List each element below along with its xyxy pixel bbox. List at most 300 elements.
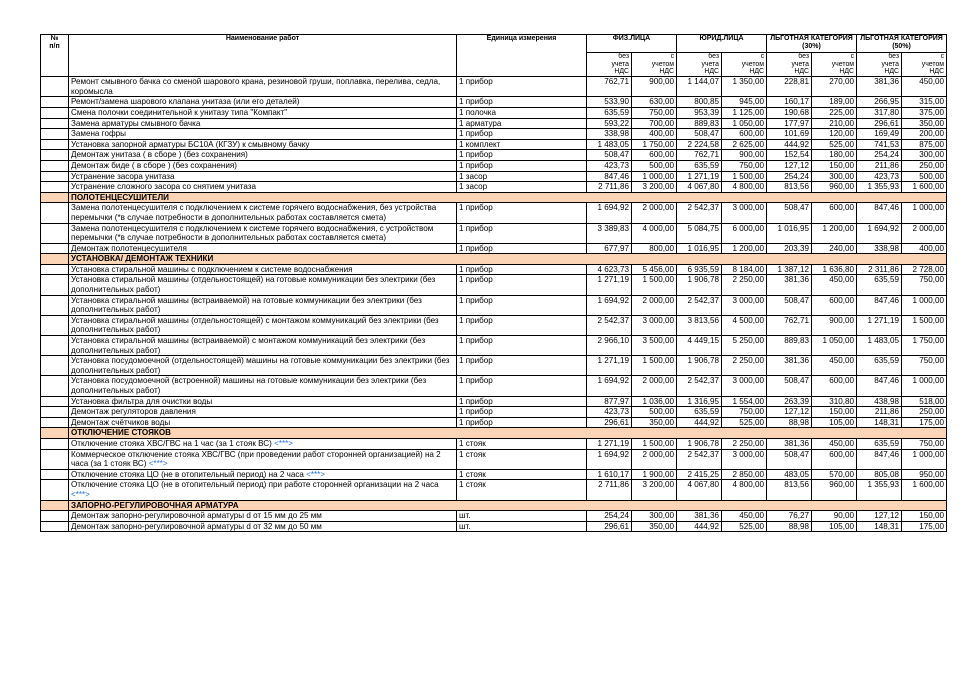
legal-price-vat: 750,00 [722, 407, 767, 418]
table-row [41, 97, 947, 108]
discount50-price-net: 211,86 [857, 160, 902, 171]
legal-price-vat: 750,00 [722, 160, 767, 171]
individual-price-vat: 500,00 [632, 407, 677, 418]
individual-price-net: 254,24 [587, 511, 632, 522]
discount30-price-net: 889,83 [767, 336, 812, 356]
work-name-cell [69, 171, 457, 182]
individual-price-vat: 1 500,00 [632, 356, 677, 376]
unit-cell: 1 прибор [457, 396, 587, 407]
legal-price-net: 1 906,78 [677, 275, 722, 295]
table-row [41, 521, 947, 532]
legal-price-net: 1 906,78 [677, 356, 722, 376]
discount30-price-vat: 300,00 [812, 171, 857, 182]
discount50-price-net: 847,46 [857, 203, 902, 223]
legal-price-vat: 600,00 [722, 129, 767, 140]
work-name: Демонтаж регуляторов давления [71, 407, 196, 417]
header-number: № п/п [41, 35, 69, 77]
header-group-discount-30: ЛЬГОТНАЯ КАТЕГОРИЯ (30%) [767, 35, 857, 53]
legal-price-net: 2 542,37 [677, 376, 722, 396]
individual-price-vat: 3 500,00 [632, 336, 677, 356]
row-number-cell [41, 511, 69, 522]
work-name-cell [69, 182, 457, 193]
unit-cell: 1 засор [457, 182, 587, 193]
unit-cell: 1 прибор [457, 376, 587, 396]
subheader-without-vat: без учета НДС [767, 52, 812, 76]
unit-cell: 1 стояк [457, 480, 587, 500]
legal-price-net: 444,92 [677, 521, 722, 532]
work-name-cell [69, 160, 457, 171]
legal-price-vat: 2 250,00 [722, 438, 767, 449]
legal-price-net: 635,59 [677, 407, 722, 418]
section-title: УСТАНОВКА/ ДЕМОНТАЖ ТЕХНИКИ [69, 254, 947, 265]
discount50-price-net: 2 311,86 [857, 264, 902, 275]
footnote-marker: <***> [274, 438, 294, 448]
individual-price-vat: 630,00 [632, 97, 677, 108]
individual-price-vat: 400,00 [632, 129, 677, 140]
row-number-cell [41, 107, 69, 118]
legal-price-vat: 1 200,00 [722, 243, 767, 254]
discount50-price-net: 1 355,93 [857, 480, 902, 500]
discount50-price-vat: 1 600,00 [902, 480, 947, 500]
legal-price-net: 381,36 [677, 511, 722, 522]
row-number-cell [41, 480, 69, 500]
discount50-price-vat: 1 500,00 [902, 315, 947, 335]
table-row [41, 315, 947, 335]
discount30-price-vat: 450,00 [812, 275, 857, 295]
discount30-price-net: 160,17 [767, 97, 812, 108]
discount30-price-net: 88,98 [767, 417, 812, 428]
discount50-price-vat: 250,00 [902, 160, 947, 171]
header-row [41, 35, 947, 53]
legal-price-vat: 3 000,00 [722, 203, 767, 223]
individual-price-net: 3 389,83 [587, 223, 632, 243]
discount50-price-net: 1 271,19 [857, 315, 902, 335]
discount30-price-vat: 570,00 [812, 469, 857, 480]
discount50-price-net: 1 355,93 [857, 182, 902, 193]
legal-price-vat: 2 625,00 [722, 139, 767, 150]
individual-price-net: 1 694,92 [587, 295, 632, 315]
legal-price-net: 2 415,25 [677, 469, 722, 480]
legal-price-vat: 3 000,00 [722, 376, 767, 396]
discount30-price-net: 177,97 [767, 118, 812, 129]
discount50-price-vat: 175,00 [902, 417, 947, 428]
unit-cell: 1 прибор [457, 407, 587, 418]
work-name: Отключение стояка ХВС/ГВС на 1 час (за 1 стояк ВС) [71, 438, 275, 448]
legal-price-vat: 1 050,00 [722, 118, 767, 129]
work-name: Демонтаж биде ( в сборе ) (без сохранения) [71, 160, 237, 170]
discount30-price-net: 254,24 [767, 171, 812, 182]
work-name: Смена полочки соединительной к унитазу типа "Компакт" [71, 107, 288, 117]
legal-price-vat: 525,00 [722, 417, 767, 428]
discount50-price-vat: 1 000,00 [902, 376, 947, 396]
price-table [40, 34, 947, 532]
legal-price-net: 4 449,15 [677, 336, 722, 356]
section-number-cell [41, 192, 69, 203]
discount50-price-vat: 375,00 [902, 107, 947, 118]
row-number-cell [41, 77, 69, 97]
discount30-price-vat: 450,00 [812, 438, 857, 449]
row-number-cell [41, 315, 69, 335]
discount50-price-vat: 250,00 [902, 407, 947, 418]
table-row [41, 77, 947, 97]
legal-price-net: 889,83 [677, 118, 722, 129]
discount50-price-net: 438,98 [857, 396, 902, 407]
individual-price-vat: 1 000,00 [632, 171, 677, 182]
unit-cell: 1 прибор [457, 160, 587, 171]
table-row [41, 182, 947, 193]
individual-price-vat: 750,00 [632, 107, 677, 118]
legal-price-net: 953,39 [677, 107, 722, 118]
row-number-cell [41, 449, 69, 469]
row-number-cell [41, 182, 69, 193]
discount30-price-net: 101,69 [767, 129, 812, 140]
individual-price-net: 2 711,86 [587, 480, 632, 500]
individual-price-vat: 1 500,00 [632, 275, 677, 295]
row-number-cell [41, 438, 69, 449]
individual-price-net: 508,47 [587, 150, 632, 161]
table-row [41, 107, 947, 118]
work-name-cell [69, 264, 457, 275]
discount30-price-net: 762,71 [767, 315, 812, 335]
legal-price-vat: 8 184,00 [722, 264, 767, 275]
section-row [41, 192, 947, 203]
work-name-cell [69, 438, 457, 449]
discount50-price-vat: 2 728,00 [902, 264, 947, 275]
individual-price-vat: 5 456,00 [632, 264, 677, 275]
legal-price-net: 6 935,59 [677, 264, 722, 275]
work-name: Ремонт смывного бачка со сменой шарового крана, резиновой груши, поплавка, перелива, седла, коромысла [71, 77, 441, 96]
section-row [41, 254, 947, 265]
work-name-cell [69, 521, 457, 532]
row-number-cell [41, 139, 69, 150]
legal-price-net: 2 542,37 [677, 449, 722, 469]
discount50-price-net: 317,80 [857, 107, 902, 118]
legal-price-vat: 5 250,00 [722, 336, 767, 356]
work-name: Устранение сложного засора со снятием унитаза [71, 182, 256, 192]
discount50-price-vat: 950,00 [902, 469, 947, 480]
discount30-price-net: 381,36 [767, 356, 812, 376]
row-number-cell [41, 243, 69, 254]
individual-price-net: 338,98 [587, 129, 632, 140]
table-row [41, 160, 947, 171]
individual-price-net: 1 271,19 [587, 438, 632, 449]
discount50-price-net: 338,98 [857, 243, 902, 254]
discount30-price-vat: 525,00 [812, 139, 857, 150]
legal-price-vat: 450,00 [722, 511, 767, 522]
table-row [41, 469, 947, 480]
discount50-price-net: 1 694,92 [857, 223, 902, 243]
row-number-cell [41, 150, 69, 161]
header-group-legal: ЮРИД.ЛИЦА [677, 35, 767, 53]
discount30-price-net: 152,54 [767, 150, 812, 161]
discount30-price-vat: 270,00 [812, 77, 857, 97]
unit-cell: 1 стояк [457, 469, 587, 480]
unit-cell: 1 прибор [457, 315, 587, 335]
discount30-price-vat: 600,00 [812, 203, 857, 223]
table-body [41, 77, 947, 532]
header-work-name: Наименование работ [69, 35, 457, 77]
discount50-price-vat: 1 750,00 [902, 336, 947, 356]
table-row [41, 243, 947, 254]
individual-price-net: 1 271,19 [587, 275, 632, 295]
discount30-price-vat: 1 200,00 [812, 223, 857, 243]
row-number-cell [41, 295, 69, 315]
unit-cell: 1 полочка [457, 107, 587, 118]
table-row [41, 139, 947, 150]
table-row [41, 511, 947, 522]
discount30-price-vat: 600,00 [812, 295, 857, 315]
work-name: Устранение засора унитаза [71, 171, 175, 181]
work-name-cell [69, 139, 457, 150]
individual-price-net: 635,59 [587, 107, 632, 118]
discount30-price-net: 381,36 [767, 275, 812, 295]
row-number-cell [41, 129, 69, 140]
work-name: Установка стиральной машины (отдельностоящей) на готовые коммуникации без электрики (без дополнительных работ) [71, 275, 436, 295]
unit-cell: 1 прибор [457, 150, 587, 161]
individual-price-net: 2 711,86 [587, 182, 632, 193]
work-name-cell [69, 129, 457, 140]
work-name: Демонтаж полотенцесушителя [71, 243, 187, 253]
work-name-cell [69, 150, 457, 161]
table-row [41, 356, 947, 376]
subheader-without-vat: без учета НДС [587, 52, 632, 76]
row-number-cell [41, 469, 69, 480]
section-row [41, 428, 947, 439]
subheader-without-vat: без учета НДС [677, 52, 722, 76]
discount30-price-vat: 150,00 [812, 160, 857, 171]
legal-price-vat: 945,00 [722, 97, 767, 108]
individual-price-vat: 3 000,00 [632, 315, 677, 335]
unit-cell: 1 прибор [457, 77, 587, 97]
discount50-price-net: 266,95 [857, 97, 902, 108]
legal-price-vat: 2 850,00 [722, 469, 767, 480]
work-name: Демонтаж запорно-регулировочной арматуры d от 15 мм до 25 мм [71, 511, 322, 521]
legal-price-net: 2 542,37 [677, 295, 722, 315]
legal-price-net: 1 271,19 [677, 171, 722, 182]
unit-cell: 1 прибор [457, 264, 587, 275]
discount50-price-net: 635,59 [857, 356, 902, 376]
work-name-cell [69, 407, 457, 418]
footnote-marker: <***> [71, 489, 90, 499]
work-name-cell [69, 356, 457, 376]
unit-cell: 1 прибор [457, 203, 587, 223]
table-row [41, 376, 947, 396]
header-group-discount-50: ЛЬГОТНАЯ КАТЕГОРИЯ (50%) [857, 35, 947, 53]
discount50-price-net: 148,31 [857, 521, 902, 532]
discount50-price-net: 296,61 [857, 118, 902, 129]
discount50-price-vat: 400,00 [902, 243, 947, 254]
work-name: Установка посудомоечной (отдельностоящей) машины на готовые коммуникации без электрики (без дополнительных работ) [71, 356, 450, 375]
discount30-price-net: 127,12 [767, 160, 812, 171]
discount30-price-vat: 189,00 [812, 97, 857, 108]
individual-price-vat: 600,00 [632, 150, 677, 161]
section-row [41, 500, 947, 511]
discount30-price-net: 508,47 [767, 295, 812, 315]
individual-price-vat: 3 200,00 [632, 182, 677, 193]
discount30-price-vat: 1 636,80 [812, 264, 857, 275]
discount50-price-vat: 750,00 [902, 438, 947, 449]
discount50-price-net: 847,46 [857, 376, 902, 396]
discount50-price-vat: 2 000,00 [902, 223, 947, 243]
individual-price-vat: 2 000,00 [632, 295, 677, 315]
table-row [41, 295, 947, 315]
section-title: ПОЛОТЕНЦЕСУШИТЕЛИ [69, 192, 947, 203]
discount30-price-net: 508,47 [767, 449, 812, 469]
unit-cell: шт. [457, 521, 587, 532]
individual-price-net: 847,46 [587, 171, 632, 182]
discount30-price-net: 813,56 [767, 182, 812, 193]
row-number-cell [41, 171, 69, 182]
unit-cell: 1 арматура [457, 118, 587, 129]
discount50-price-net: 423,73 [857, 171, 902, 182]
individual-price-vat: 2 000,00 [632, 376, 677, 396]
unit-cell: 1 прибор [457, 336, 587, 356]
discount30-price-vat: 150,00 [812, 407, 857, 418]
row-number-cell [41, 521, 69, 532]
discount50-price-vat: 1 000,00 [902, 295, 947, 315]
individual-price-net: 762,71 [587, 77, 632, 97]
section-title: ЗАПОРНО-РЕГУЛИРОВОЧНАЯ АРМАТУРА [69, 500, 947, 511]
individual-price-net: 423,73 [587, 160, 632, 171]
discount30-price-vat: 1 050,00 [812, 336, 857, 356]
legal-price-vat: 3 000,00 [722, 295, 767, 315]
section-title: ОТКЛЮЧЕНИЕ СТОЯКОВ [69, 428, 947, 439]
discount30-price-vat: 90,00 [812, 511, 857, 522]
individual-price-net: 1 271,19 [587, 356, 632, 376]
work-name: Демонтаж счётчиков воды [71, 417, 171, 427]
individual-price-net: 4 623,73 [587, 264, 632, 275]
individual-price-net: 877,97 [587, 396, 632, 407]
individual-price-net: 677,97 [587, 243, 632, 254]
footnote-marker: <***> [148, 459, 168, 469]
legal-price-net: 762,71 [677, 150, 722, 161]
discount50-price-net: 381,36 [857, 77, 902, 97]
discount30-price-net: 381,36 [767, 438, 812, 449]
subheader-without-vat: без учета НДС [857, 52, 902, 76]
section-number-cell [41, 428, 69, 439]
unit-cell: шт. [457, 511, 587, 522]
row-number-cell [41, 275, 69, 295]
discount50-price-vat: 518,00 [902, 396, 947, 407]
discount50-price-vat: 500,00 [902, 171, 947, 182]
subheader-with-vat: с учетом НДС [812, 52, 857, 76]
individual-price-net: 593,22 [587, 118, 632, 129]
work-name-cell [69, 118, 457, 129]
discount30-price-net: 1 387,12 [767, 264, 812, 275]
discount30-price-net: 1 016,95 [767, 223, 812, 243]
discount30-price-net: 190,68 [767, 107, 812, 118]
discount50-price-net: 148,31 [857, 417, 902, 428]
discount50-price-vat: 1 000,00 [902, 449, 947, 469]
work-name-cell [69, 336, 457, 356]
table-row [41, 438, 947, 449]
legal-price-net: 1 144,07 [677, 77, 722, 97]
unit-cell: 1 прибор [457, 129, 587, 140]
individual-price-net: 1 694,92 [587, 376, 632, 396]
discount50-price-vat: 1 000,00 [902, 203, 947, 223]
individual-price-net: 296,61 [587, 521, 632, 532]
row-number-cell [41, 118, 69, 129]
discount50-price-net: 635,59 [857, 275, 902, 295]
discount50-price-net: 635,59 [857, 438, 902, 449]
discount30-price-net: 508,47 [767, 203, 812, 223]
work-name-cell [69, 295, 457, 315]
discount50-price-vat: 175,00 [902, 521, 947, 532]
discount30-price-vat: 900,00 [812, 315, 857, 335]
individual-price-net: 296,61 [587, 417, 632, 428]
work-name-cell [69, 223, 457, 243]
legal-price-vat: 4 500,00 [722, 315, 767, 335]
work-name: Замена гофры [71, 129, 126, 139]
subheader-with-vat: с учетом НДС [722, 52, 767, 76]
discount30-price-vat: 450,00 [812, 356, 857, 376]
work-name-cell [69, 203, 457, 223]
work-name-cell [69, 77, 457, 97]
subheader-with-vat: с учетом НДС [632, 52, 677, 76]
individual-price-net: 1 610,17 [587, 469, 632, 480]
legal-price-net: 2 224,58 [677, 139, 722, 150]
discount30-price-net: 813,56 [767, 480, 812, 500]
work-name-cell [69, 107, 457, 118]
discount50-price-vat: 350,00 [902, 118, 947, 129]
discount30-price-net: 127,12 [767, 407, 812, 418]
header-group-individuals: ФИЗ.ЛИЦА [587, 35, 677, 53]
table-row [41, 336, 947, 356]
discount30-price-net: 483,05 [767, 469, 812, 480]
table-row [41, 417, 947, 428]
legal-price-vat: 1 500,00 [722, 171, 767, 182]
work-name: Замена арматуры смывного бачка [71, 118, 201, 128]
legal-price-vat: 4 800,00 [722, 182, 767, 193]
legal-price-net: 1 906,78 [677, 438, 722, 449]
footnote-marker: <***> [306, 469, 326, 479]
discount30-price-net: 444,92 [767, 139, 812, 150]
discount30-price-vat: 225,00 [812, 107, 857, 118]
work-name: Установка фильтра для очистки воды [71, 396, 213, 406]
work-name: Отключение стояка ЦО (не в отопительный период) на 2 часа [71, 469, 307, 479]
subheader-with-vat: с учетом НДС [902, 52, 947, 76]
row-number-cell [41, 203, 69, 223]
discount50-price-vat: 1 600,00 [902, 182, 947, 193]
unit-cell: 1 стояк [457, 438, 587, 449]
row-number-cell [41, 356, 69, 376]
table-row [41, 480, 947, 500]
legal-price-vat: 1 350,00 [722, 77, 767, 97]
work-name: Установка стиральной машины (встраиваемой) с монтажом коммуникаций без электрики (без дополнительных работ) [71, 336, 426, 355]
legal-price-vat: 1 125,00 [722, 107, 767, 118]
discount30-price-vat: 180,00 [812, 150, 857, 161]
discount50-price-vat: 300,00 [902, 150, 947, 161]
discount30-price-vat: 210,00 [812, 118, 857, 129]
discount30-price-vat: 960,00 [812, 480, 857, 500]
discount50-price-vat: 450,00 [902, 77, 947, 97]
table-row [41, 118, 947, 129]
table-row [41, 264, 947, 275]
table-row [41, 396, 947, 407]
unit-cell: 1 прибор [457, 243, 587, 254]
row-number-cell [41, 417, 69, 428]
individual-price-vat: 800,00 [632, 243, 677, 254]
discount30-price-vat: 310,80 [812, 396, 857, 407]
discount30-price-net: 203,39 [767, 243, 812, 254]
individual-price-vat: 3 200,00 [632, 480, 677, 500]
discount50-price-vat: 150,00 [902, 511, 947, 522]
table-row [41, 275, 947, 295]
work-name-cell [69, 315, 457, 335]
individual-price-vat: 300,00 [632, 511, 677, 522]
individual-price-vat: 500,00 [632, 160, 677, 171]
discount50-price-vat: 750,00 [902, 275, 947, 295]
